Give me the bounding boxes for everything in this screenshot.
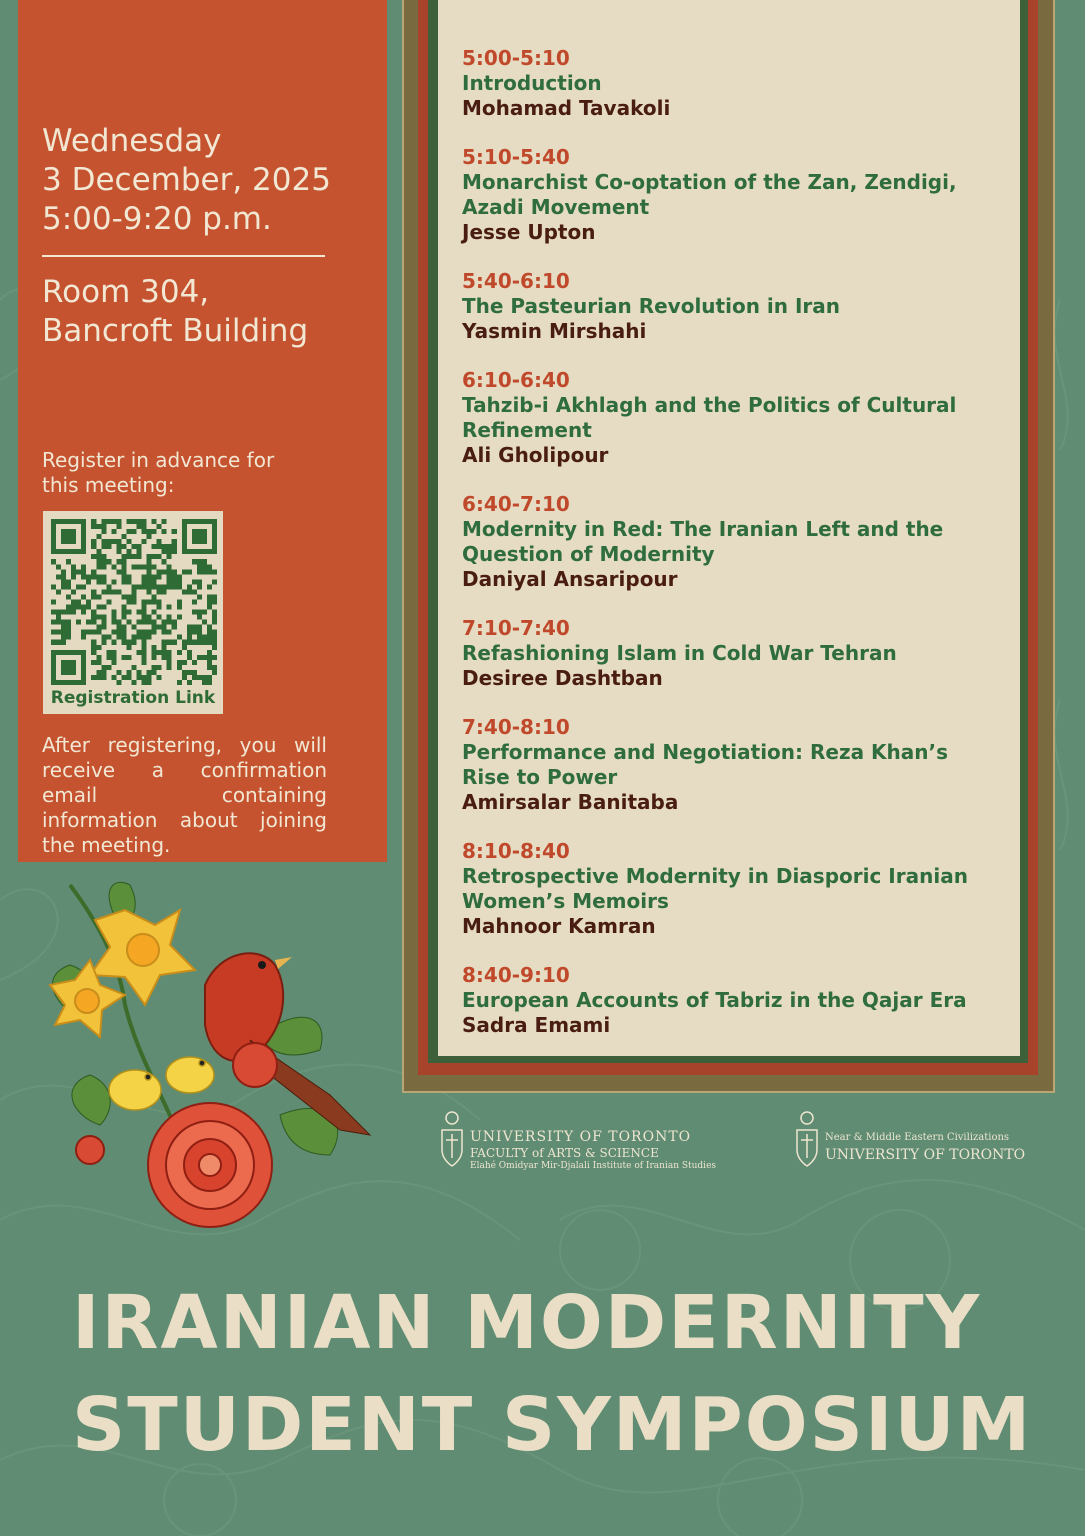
flowers-and-bird-illustration	[30, 865, 380, 1260]
session-time: 6:10-6:40	[462, 368, 570, 392]
university-crest-icon	[793, 1110, 821, 1172]
room-line-2: Bancroft Building	[42, 313, 309, 349]
session-speaker: Ali Gholipour	[462, 443, 609, 467]
schedule-session	[462, 616, 1002, 691]
event-time: 5:00-9:20 p.m.	[42, 201, 272, 237]
session-speaker: Amirsalar Banitaba	[462, 790, 679, 814]
nmc-department-name: Near & Middle Eastern Civilizations	[825, 1132, 1010, 1143]
session-title: Modernity in Red: The Iranian Left and the Question of Modernity	[462, 517, 944, 566]
event-info-panel	[18, 0, 387, 862]
session-title: Introduction	[462, 71, 602, 95]
session-time: 5:10-5:40	[462, 145, 570, 169]
registration-link-label[interactable]: Registration Link	[50, 688, 216, 708]
session-time: 5:00-5:10	[462, 46, 570, 70]
session-title: Retrospective Modernity in Diasporic Iranian Women’s Memoirs	[462, 864, 968, 913]
event-location	[42, 273, 308, 351]
session-speaker: Mohamad Tavakoli	[462, 96, 671, 120]
schedule-session	[462, 963, 1002, 1038]
qr-code-icon[interactable]	[51, 519, 217, 685]
session-title: Tahzib-i Akhlagh and the Politics of Cultural Refinement	[462, 393, 957, 442]
schedule-session	[462, 145, 1002, 245]
event-day: Wednesday	[42, 123, 222, 159]
session-title: Monarchist Co-optation of the Zan, Zendigi, Azadi Movement	[462, 170, 957, 219]
session-title: European Accounts of Tabriz in the Qajar Era	[462, 988, 967, 1012]
institute-name: Elahé Omidyar Mir-Djalali Institute of Iranian Studies	[470, 1161, 717, 1171]
session-time: 8:10-8:40	[462, 839, 570, 863]
event-date: 3 December, 2025	[42, 162, 331, 198]
session-time: 7:10-7:40	[462, 616, 570, 640]
register-label: Register in advance for this meeting:	[42, 448, 275, 497]
uoft-name: UNIVERSITY OF TORONTO	[470, 1129, 692, 1145]
nmc-university-name: UNIVERSITY OF TORONTO	[825, 1147, 1026, 1163]
title-line-2: STUDENT SYMPOSIUM	[72, 1382, 1033, 1468]
session-speaker: Daniyal Ansaripour	[462, 567, 678, 591]
title-line-1: IRANIAN MODERNITY	[72, 1280, 982, 1366]
session-title: Refashioning Islam in Cold War Tehran	[462, 641, 897, 665]
event-date-time	[42, 122, 331, 239]
schedule-session	[462, 715, 1002, 815]
room-line-1: Room 304,	[42, 274, 210, 310]
faculty-name: FACULTY of ARTS & SCIENCE	[470, 1146, 659, 1160]
schedule-session	[462, 839, 1002, 939]
divider	[42, 255, 325, 257]
session-speaker: Mahnoor Kamran	[462, 914, 656, 938]
registration-qr-card[interactable]	[43, 511, 223, 714]
session-time: 8:40-9:10	[462, 963, 570, 987]
schedule-session	[462, 492, 1002, 592]
session-speaker: Yasmin Mirshahi	[462, 319, 647, 343]
session-time: 5:40-6:10	[462, 269, 570, 293]
schedule-session	[462, 269, 1002, 344]
symposium-title	[72, 1272, 1062, 1476]
after-registering-text: After registering, you will receive a confirmation email containing information about joining the meeting.	[42, 733, 327, 857]
session-speaker: Sadra Emami	[462, 1013, 611, 1037]
schedule-session	[462, 46, 1002, 121]
session-title: Performance and Negotiation: Reza Khan’s Rise to Power	[462, 740, 949, 789]
university-crest-icon	[438, 1110, 466, 1172]
session-title: The Pasteurian Revolution in Iran	[462, 294, 840, 318]
session-speaker: Jesse Upton	[462, 220, 596, 244]
session-speaker: Desiree Dashtban	[462, 666, 663, 690]
session-time: 7:40-8:10	[462, 715, 570, 739]
session-time: 6:40-7:10	[462, 492, 570, 516]
schedule-session	[462, 368, 1002, 468]
